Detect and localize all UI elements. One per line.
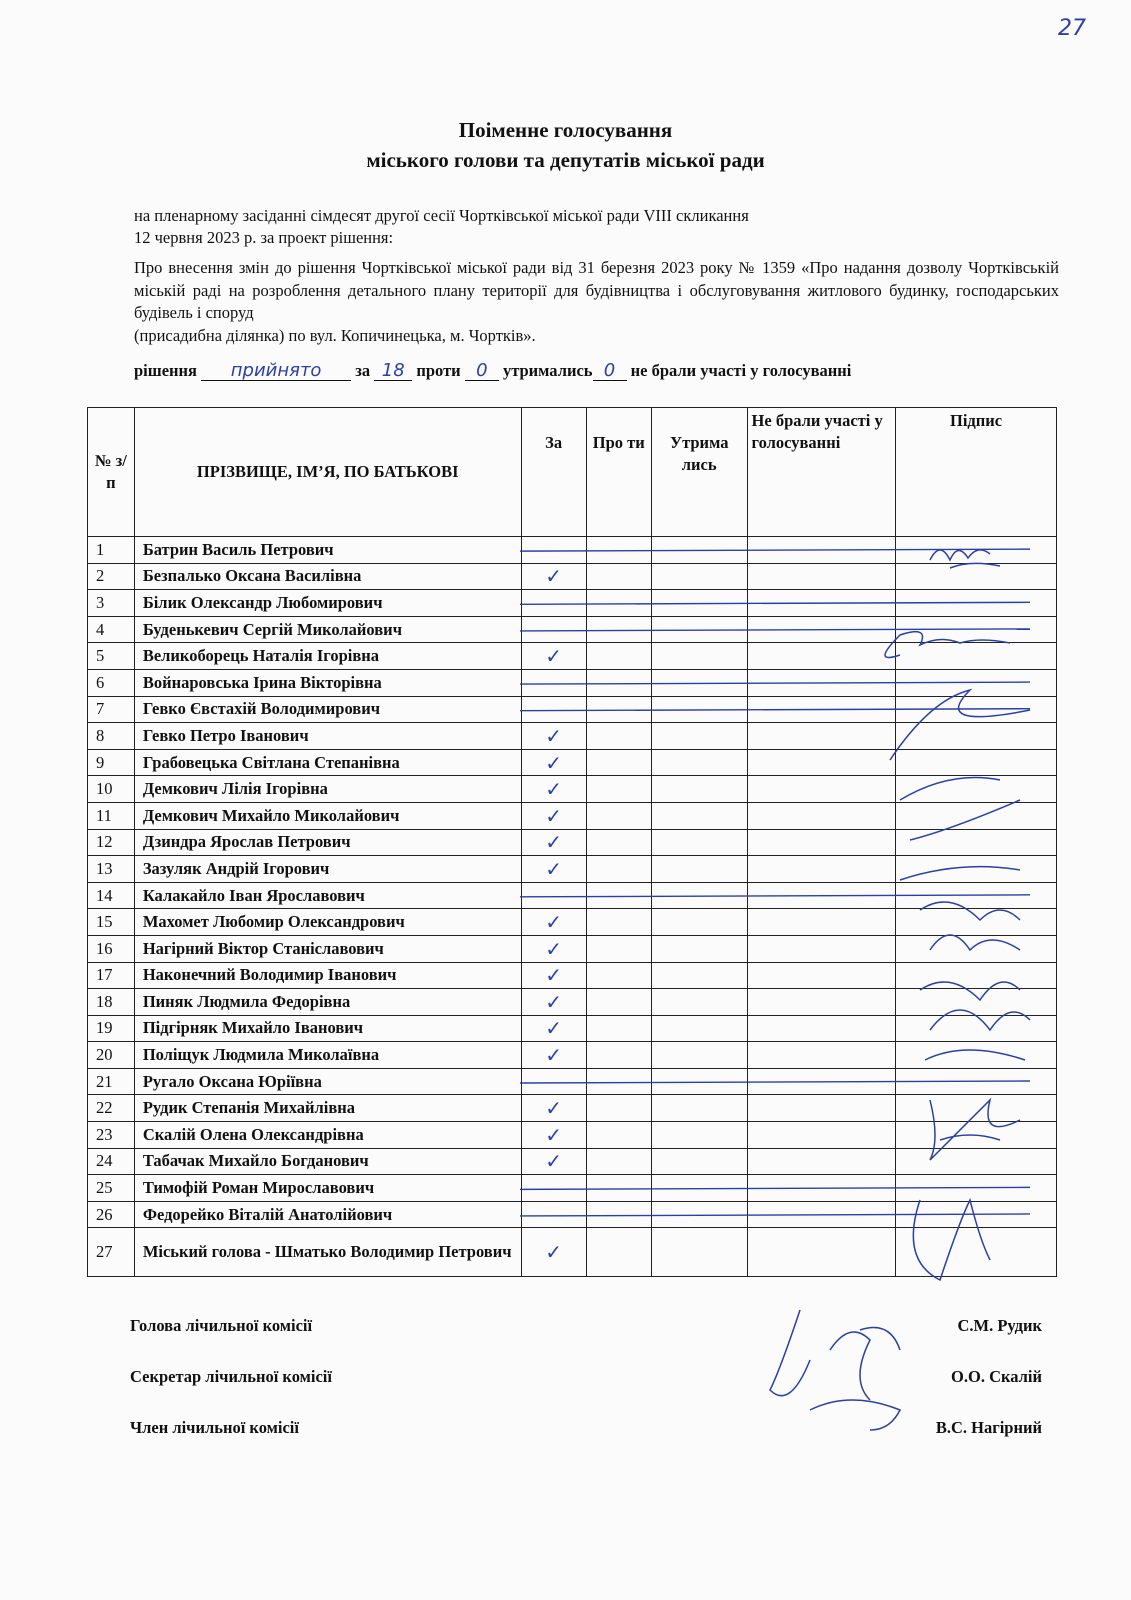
row-signature: [896, 829, 1057, 856]
row-name: Дзиндра Ярослав Петрович: [134, 829, 521, 856]
row-number: 24: [88, 1148, 135, 1175]
row-vote-ne-brali: [747, 1148, 896, 1175]
row-vote-ne-brali: [747, 590, 896, 617]
row-signature: [896, 856, 1057, 883]
row-vote-ne-brali: [747, 1015, 896, 1042]
row-vote-za: ✓: [521, 989, 586, 1016]
row-name: Білик Олександр Любомирович: [134, 590, 521, 617]
utrym-count: 0: [593, 362, 627, 381]
row-vote-proty: [586, 989, 651, 1016]
row-vote-ne-brali: [747, 1201, 896, 1228]
row-vote-proty: [586, 723, 651, 750]
decision-summary: [134, 361, 1059, 381]
za-count: 18: [374, 362, 412, 381]
row-vote-utrymalys: [651, 962, 747, 989]
utrym-label: утримались: [502, 361, 593, 380]
row-number: 8: [88, 723, 135, 750]
row-vote-za: [521, 590, 586, 617]
row-vote-ne-brali: [747, 1122, 896, 1149]
row-vote-proty: [586, 802, 651, 829]
row-signature: [896, 1122, 1057, 1149]
row-number: 16: [88, 935, 135, 962]
row-vote-za: ✓: [521, 1015, 586, 1042]
row-number: 7: [88, 696, 135, 723]
row-name: Войнаровська Ірина Вікторівна: [134, 669, 521, 696]
table-row: [88, 856, 1057, 883]
header-utrymalys: Утрима лись: [651, 408, 747, 537]
row-name: Зазуляк Андрій Ігорович: [134, 856, 521, 883]
table-row: [88, 1068, 1057, 1095]
row-number: 21: [88, 1068, 135, 1095]
table-row: [88, 882, 1057, 909]
row-vote-utrymalys: [651, 590, 747, 617]
row-name: Рудик Степанія Михайлівна: [134, 1095, 521, 1122]
row-vote-utrymalys: [651, 537, 747, 564]
row-number: 2: [88, 563, 135, 590]
row-number: 14: [88, 882, 135, 909]
row-signature: [896, 1095, 1057, 1122]
row-vote-utrymalys: [651, 1068, 747, 1095]
row-number: 19: [88, 1015, 135, 1042]
row-vote-utrymalys: [651, 563, 747, 590]
commission-role: Голова лічильної комісії: [130, 1316, 313, 1335]
row-vote-proty: [586, 563, 651, 590]
row-name: Поліщук Людмила Миколаївна: [134, 1042, 521, 1069]
row-vote-za: ✓: [521, 643, 586, 670]
row-vote-ne-brali: [747, 537, 896, 564]
row-signature: [896, 1228, 1057, 1277]
row-vote-proty: [586, 669, 651, 696]
session-date: 12 червня 2023 р. за проект рішення:: [134, 228, 394, 247]
row-vote-utrymalys: [651, 669, 747, 696]
row-number: 5: [88, 643, 135, 670]
row-vote-proty: [586, 935, 651, 962]
header-ne-brali: Не брали участі у голосуванні: [747, 408, 896, 537]
row-vote-utrymalys: [651, 1175, 747, 1202]
row-vote-proty: [586, 696, 651, 723]
row-vote-proty: [586, 616, 651, 643]
row-vote-utrymalys: [651, 856, 747, 883]
table-row: [88, 962, 1057, 989]
row-vote-utrymalys: [651, 696, 747, 723]
draft-decision-last-line: (присадибна ділянка) по вул. Копичинецька, м. Чортків».: [134, 325, 536, 345]
row-vote-ne-brali: [747, 616, 896, 643]
row-number: 12: [88, 829, 135, 856]
table-row: [88, 1175, 1057, 1202]
table-row: [88, 829, 1057, 856]
row-name: Тимофій Роман Мирославович: [134, 1175, 521, 1202]
row-vote-utrymalys: [651, 1122, 747, 1149]
row-vote-za: ✓: [521, 1122, 586, 1149]
row-vote-utrymalys: [651, 935, 747, 962]
table-row: [88, 909, 1057, 936]
row-vote-ne-brali: [747, 643, 896, 670]
row-vote-utrymalys: [651, 616, 747, 643]
signature-commission: [770, 1310, 900, 1430]
row-vote-utrymalys: [651, 989, 747, 1016]
row-vote-proty: [586, 1175, 651, 1202]
row-vote-utrymalys: [651, 1042, 747, 1069]
row-vote-ne-brali: [747, 1175, 896, 1202]
row-signature: [896, 696, 1057, 723]
row-vote-proty: [586, 749, 651, 776]
row-vote-proty: [586, 643, 651, 670]
row-vote-za: [521, 696, 586, 723]
row-vote-proty: [586, 856, 651, 883]
decision-result: прийнято: [201, 362, 351, 381]
row-signature: [896, 563, 1057, 590]
row-vote-za: [521, 616, 586, 643]
table-row: [88, 1148, 1057, 1175]
proty-count: 0: [465, 362, 499, 381]
row-vote-za: ✓: [521, 749, 586, 776]
row-name: Гевко Петро Іванович: [134, 723, 521, 750]
row-signature: [896, 909, 1057, 936]
row-vote-proty: [586, 1201, 651, 1228]
table-row: [88, 696, 1057, 723]
row-vote-ne-brali: [747, 802, 896, 829]
row-vote-utrymalys: [651, 776, 747, 803]
decision-label: рішення: [134, 361, 197, 380]
row-number: 11: [88, 802, 135, 829]
row-number: 26: [88, 1201, 135, 1228]
row-number: 3: [88, 590, 135, 617]
row-vote-proty: [586, 1228, 651, 1277]
table-row: [88, 563, 1057, 590]
header-za: За: [521, 408, 586, 537]
row-vote-proty: [586, 882, 651, 909]
row-number: 22: [88, 1095, 135, 1122]
header-name: ПРІЗВИЩЕ, ІМ’Я, ПО БАТЬКОВІ: [134, 408, 521, 537]
header-proty: Про ти: [586, 408, 651, 537]
row-signature: [896, 723, 1057, 750]
table-row: [88, 935, 1057, 962]
commission-role: Член лічильної комісії: [130, 1418, 299, 1437]
table-header-row: [88, 408, 1057, 537]
row-vote-proty: [586, 1068, 651, 1095]
header-pidpys: Підпис: [896, 408, 1057, 537]
row-vote-proty: [586, 1122, 651, 1149]
row-name: Федорейко Віталій Анатолійович: [134, 1201, 521, 1228]
row-vote-za: ✓: [521, 1095, 586, 1122]
row-vote-proty: [586, 829, 651, 856]
row-number: 25: [88, 1175, 135, 1202]
roll-call-table: [87, 407, 1057, 1277]
row-number: 20: [88, 1042, 135, 1069]
row-vote-utrymalys: [651, 1148, 747, 1175]
row-name: Табачак Михайло Богданович: [134, 1148, 521, 1175]
row-vote-za: [521, 537, 586, 564]
row-vote-utrymalys: [651, 829, 747, 856]
row-name: Наконечний Володимир Іванович: [134, 962, 521, 989]
row-vote-utrymalys: [651, 723, 747, 750]
table-row: [88, 643, 1057, 670]
row-signature: [896, 1068, 1057, 1095]
row-vote-proty: [586, 537, 651, 564]
row-number: 6: [88, 669, 135, 696]
row-vote-za: [521, 1201, 586, 1228]
row-vote-proty: [586, 962, 651, 989]
row-name: Грабовецька Світлана Степанівна: [134, 749, 521, 776]
draft-decision-body: Про внесення змін до рішення Чортківської міської ради від 31 березня 2023 року № 1359 «Про надання дозволу Чортківській міській раді на розроблення детального плану території для будівництва і обслуговування житлового будинку, господарських будівель і споруд: [134, 258, 1059, 322]
row-vote-utrymalys: [651, 1015, 747, 1042]
table-row: [88, 1201, 1057, 1228]
row-signature: [896, 989, 1057, 1016]
row-vote-ne-brali: [747, 935, 896, 962]
row-vote-za: ✓: [521, 829, 586, 856]
row-vote-za: ✓: [521, 856, 586, 883]
row-number: 13: [88, 856, 135, 883]
table-row: [88, 802, 1057, 829]
table-row: [88, 1015, 1057, 1042]
row-vote-utrymalys: [651, 882, 747, 909]
row-vote-utrymalys: [651, 802, 747, 829]
row-signature: [896, 1015, 1057, 1042]
row-vote-za: ✓: [521, 935, 586, 962]
row-vote-proty: [586, 1095, 651, 1122]
row-signature: [896, 962, 1057, 989]
row-vote-ne-brali: [747, 962, 896, 989]
commission-role: Секретар лічильної комісії: [130, 1367, 332, 1386]
row-vote-ne-brali: [747, 669, 896, 696]
row-signature: [896, 1148, 1057, 1175]
row-vote-za: ✓: [521, 776, 586, 803]
table-row: [88, 669, 1057, 696]
row-vote-za: ✓: [521, 962, 586, 989]
session-info: на пленарному засіданні сімдесят другої сесії Чортківської міської ради VIII скликання: [134, 206, 749, 225]
row-vote-ne-brali: [747, 1068, 896, 1095]
row-vote-ne-brali: [747, 989, 896, 1016]
commission-person: О.О. Скалій: [951, 1367, 1042, 1386]
row-number: 23: [88, 1122, 135, 1149]
row-vote-za: ✓: [521, 909, 586, 936]
commission-person: С.М. Рудик: [957, 1316, 1042, 1335]
row-vote-utrymalys: [651, 1201, 747, 1228]
row-name: Міський голова - Шматько Володимир Петрович: [134, 1228, 521, 1277]
table-row: [88, 590, 1057, 617]
row-name: Безпалько Оксана Василівна: [134, 563, 521, 590]
row-vote-za: [521, 669, 586, 696]
row-name: Великоборець Наталія Ігорівна: [134, 643, 521, 670]
row-vote-ne-brali: [747, 829, 896, 856]
row-signature: [896, 643, 1057, 670]
draft-decision-text: [134, 257, 1059, 347]
row-vote-ne-brali: [747, 1042, 896, 1069]
row-signature: [896, 882, 1057, 909]
row-number: 10: [88, 776, 135, 803]
row-vote-utrymalys: [651, 643, 747, 670]
row-vote-za: ✓: [521, 1148, 586, 1175]
row-vote-proty: [586, 590, 651, 617]
row-vote-proty: [586, 909, 651, 936]
row-number: 17: [88, 962, 135, 989]
row-name: Гевко Євстахій Володимирович: [134, 696, 521, 723]
table-row: [88, 723, 1057, 750]
row-name: Нагірний Віктор Станіславович: [134, 935, 521, 962]
row-number: 18: [88, 989, 135, 1016]
row-number: 27: [88, 1228, 135, 1277]
row-vote-za: ✓: [521, 802, 586, 829]
row-vote-ne-brali: [747, 909, 896, 936]
row-name: Батрин Василь Петрович: [134, 537, 521, 564]
page-number: 27: [1058, 16, 1086, 41]
row-number: 9: [88, 749, 135, 776]
table-row: [88, 749, 1057, 776]
row-vote-za: [521, 882, 586, 909]
row-signature: [896, 776, 1057, 803]
row-vote-ne-brali: [747, 749, 896, 776]
document-subtitle: міського голови та депутатів міської ради: [366, 148, 765, 172]
ne-brali-label: не брали участі у голосуванні: [630, 361, 852, 380]
row-vote-ne-brali: [747, 1228, 896, 1277]
row-vote-utrymalys: [651, 1095, 747, 1122]
row-signature: [896, 590, 1057, 617]
table-row: [88, 1122, 1057, 1149]
row-vote-proty: [586, 1015, 651, 1042]
row-vote-proty: [586, 776, 651, 803]
row-number: 1: [88, 537, 135, 564]
row-name: Демкович Михайло Миколайович: [134, 802, 521, 829]
row-name: Махомет Любомир Олександрович: [134, 909, 521, 936]
row-name: Скалій Олена Олександрівна: [134, 1122, 521, 1149]
header-num: № з/п: [88, 408, 135, 537]
row-number: 4: [88, 616, 135, 643]
row-vote-utrymalys: [651, 749, 747, 776]
commission-person: В.С. Нагірний: [935, 1418, 1042, 1437]
row-signature: [896, 1201, 1057, 1228]
row-vote-za: [521, 1175, 586, 1202]
row-vote-za: ✓: [521, 723, 586, 750]
za-label: за: [355, 361, 371, 380]
row-vote-utrymalys: [651, 1228, 747, 1277]
row-number: 15: [88, 909, 135, 936]
row-signature: [896, 1175, 1057, 1202]
row-name: Підгірняк Михайло Іванович: [134, 1015, 521, 1042]
row-signature: [896, 935, 1057, 962]
row-vote-proty: [586, 1148, 651, 1175]
row-vote-ne-brali: [747, 723, 896, 750]
row-vote-ne-brali: [747, 563, 896, 590]
row-signature: [896, 537, 1057, 564]
proty-label: проти: [416, 361, 461, 380]
table-row: [88, 616, 1057, 643]
row-name: Ругало Оксана Юріївна: [134, 1068, 521, 1095]
table-row: [88, 1228, 1057, 1277]
row-signature: [896, 802, 1057, 829]
row-vote-ne-brali: [747, 776, 896, 803]
table-row: [88, 1042, 1057, 1069]
row-signature: [896, 1042, 1057, 1069]
table-row: [88, 776, 1057, 803]
table-row: [88, 989, 1057, 1016]
row-vote-ne-brali: [747, 882, 896, 909]
row-vote-ne-brali: [747, 856, 896, 883]
row-name: Калакайло Іван Ярославович: [134, 882, 521, 909]
table-row: [88, 1095, 1057, 1122]
row-vote-za: ✓: [521, 1228, 586, 1277]
document-title: Поіменне голосування: [458, 118, 673, 142]
row-signature: [896, 749, 1057, 776]
row-signature: [896, 616, 1057, 643]
row-vote-za: [521, 1068, 586, 1095]
table-row: [88, 537, 1057, 564]
row-vote-utrymalys: [651, 909, 747, 936]
row-vote-za: ✓: [521, 1042, 586, 1069]
row-vote-proty: [586, 1042, 651, 1069]
row-vote-za: ✓: [521, 563, 586, 590]
row-signature: [896, 669, 1057, 696]
row-name: Демкович Лілія Ігорівна: [134, 776, 521, 803]
row-name: Пиняк Людмила Федорівна: [134, 989, 521, 1016]
row-vote-ne-brali: [747, 1095, 896, 1122]
row-vote-ne-brali: [747, 696, 896, 723]
row-name: Буденькевич Сергій Миколайович: [134, 616, 521, 643]
